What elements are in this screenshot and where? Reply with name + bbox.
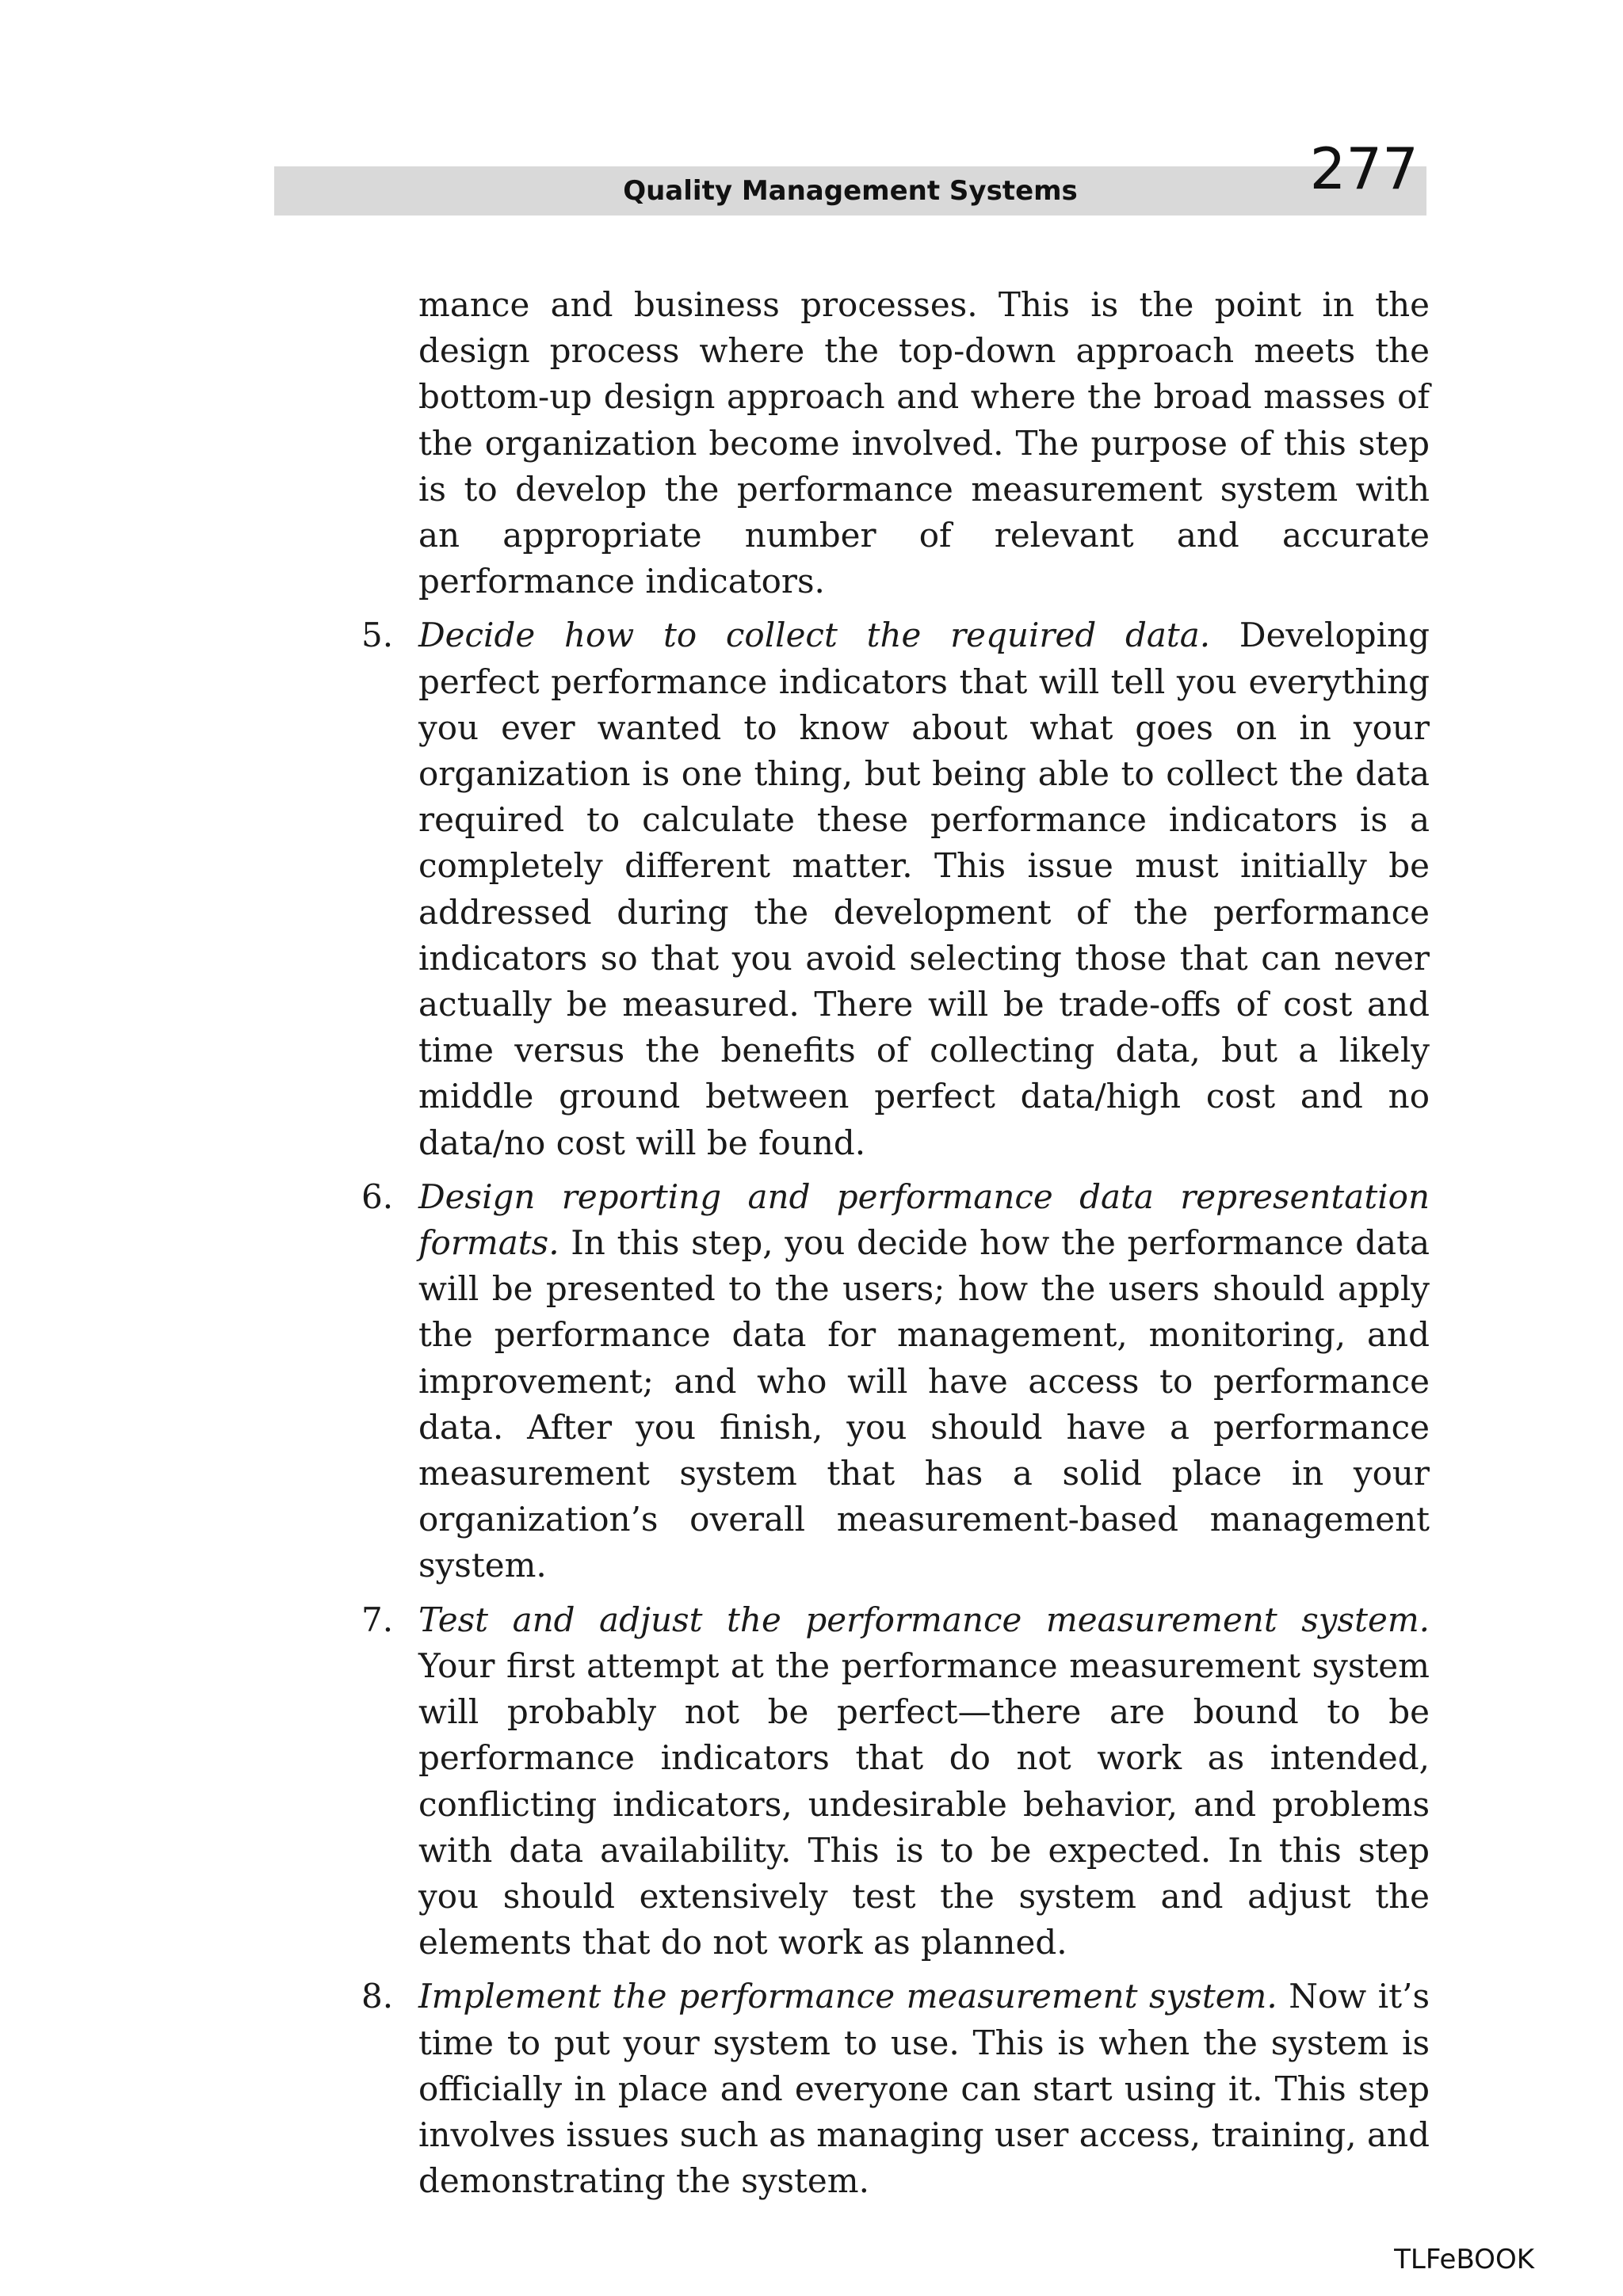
step-title: Decide how to collect the required data. xyxy=(418,616,1239,655)
footer-mark: TLFeBOOK xyxy=(1394,2244,1534,2275)
step-number: 6. xyxy=(361,1177,394,1216)
step-text: In this step, you decide how the performance data will be presented to the users; how the users should apply the performance data for management, monitoring, and improvement; and who will have access to performance data. After you finish, you should have a performance measurement system that has a solid place in your organization’s overall measurement-based management system. xyxy=(418,1223,1430,1585)
step-item xyxy=(361,1174,1430,1589)
step-text: Developing perfect performance indicators that will tell you everything you ever wanted to know about what goes on in your organization is one thing, but being able to collect the data required to calculate these performance indicators is a completely different matter. This issue must initially be addressed during the development of the performance indicators so that you avoid selecting those that can never actually be measured. There will be trade-offs of cost and time versus the benefits of collecting data, but a likely middle ground between perfect data/high cost and no data/no cost will be found. xyxy=(418,616,1430,1162)
body-text xyxy=(361,282,1430,2212)
page-number: 277 xyxy=(1309,135,1419,202)
step-number: 8. xyxy=(361,1977,394,2016)
step-item xyxy=(361,1597,1430,1966)
step-list xyxy=(361,612,1430,2204)
step-item xyxy=(361,1974,1430,2204)
step-title: Test and adjust the performance measurement system. xyxy=(418,1600,1430,1639)
step-text: Now it’s time to put your system to use. This is when the system is officially in place and everyone can start using it. This step involves issues such as managing user access, training, and demonstrating the system. xyxy=(418,1977,1430,2201)
continuation-paragraph: mance and business processes. This is the point in the design process where the top-down approach meets the bottom-up design approach and where the broad masses of the organization become involved. The purpose of this step is to develop the performance measurement system with an appropriate number of relevant and accurate performance indicators. xyxy=(418,285,1430,601)
step-title: Implement the performance measurement system. xyxy=(418,1977,1289,2016)
step-text: Your first attempt at the performance measurement system will probably not be perfect—there are bound to be performance indicators that do not work as intended, conflicting indicators, undesirable behavior, and problems with data availability. This is to be expected. In this step you should extensively test the system and adjust the elements that do not work as planned. xyxy=(418,1646,1430,1962)
step-number: 7. xyxy=(361,1600,394,1639)
step-title: Design reporting and performance data representation formats. xyxy=(418,1177,1430,1263)
running-head: Quality Management Systems xyxy=(623,175,1078,207)
step-item xyxy=(361,612,1430,1165)
step-number: 5. xyxy=(361,616,394,655)
